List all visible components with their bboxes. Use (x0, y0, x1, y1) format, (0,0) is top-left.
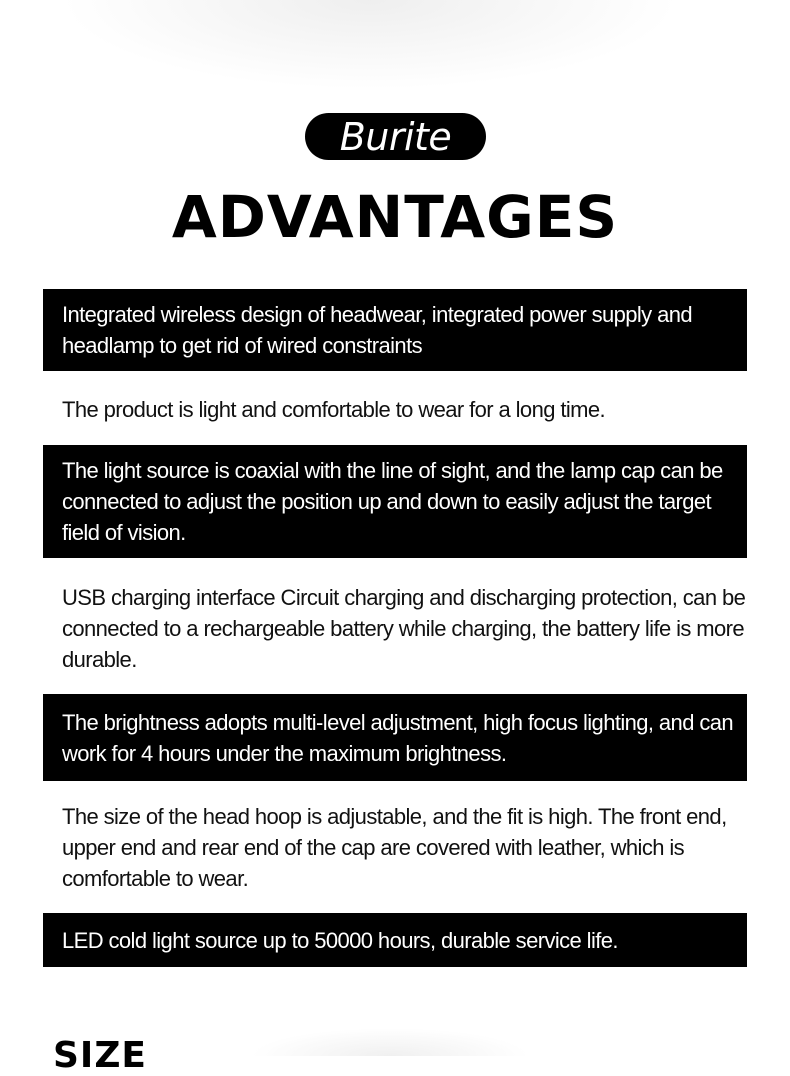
brand-logo-text: Burite (339, 114, 452, 159)
advantage-text-5: The brightness adopts multi-level adjustment, high focus lighting, and can work for 4 hours under the maximum brightness. (62, 709, 734, 766)
advantage-text-4: USB charging interface Circuit charging and discharging protection, can be connected to a rechargeable battery while charging, the battery life is more durable. (62, 585, 746, 672)
bottom-product-image-fade (250, 1028, 530, 1056)
advantage-band-5 (43, 694, 747, 781)
advantage-text-7: LED cold light source up to 50000 hours, durable service life. (62, 927, 618, 953)
advantage-text-3: The light source is coaxial with the line of sight, and the lamp cap can be connected to adjust the position up and down to easily adjust the target field of vision. (62, 458, 723, 545)
advantage-text-6: The size of the head hoop is adjustable, and the fit is high. The front end, upper end and rear end of the cap are covered with leather, which is comfortable to wear. (62, 804, 727, 891)
page-title: ADVANTAGES (171, 183, 619, 251)
top-product-image-fade (60, 0, 680, 90)
advantage-text-1: Integrated wireless design of headwear, integrated power supply and headlamp to get rid of wired constraints (62, 302, 693, 358)
advantage-band-7 (43, 913, 747, 967)
advantage-text-2: The product is light and comfortable to wear for a long time. (62, 397, 606, 422)
size-section-heading: SIZE (53, 1035, 148, 1076)
advantage-band-1 (43, 289, 747, 371)
advantage-band-3 (43, 445, 747, 558)
brand-logo (305, 113, 486, 160)
